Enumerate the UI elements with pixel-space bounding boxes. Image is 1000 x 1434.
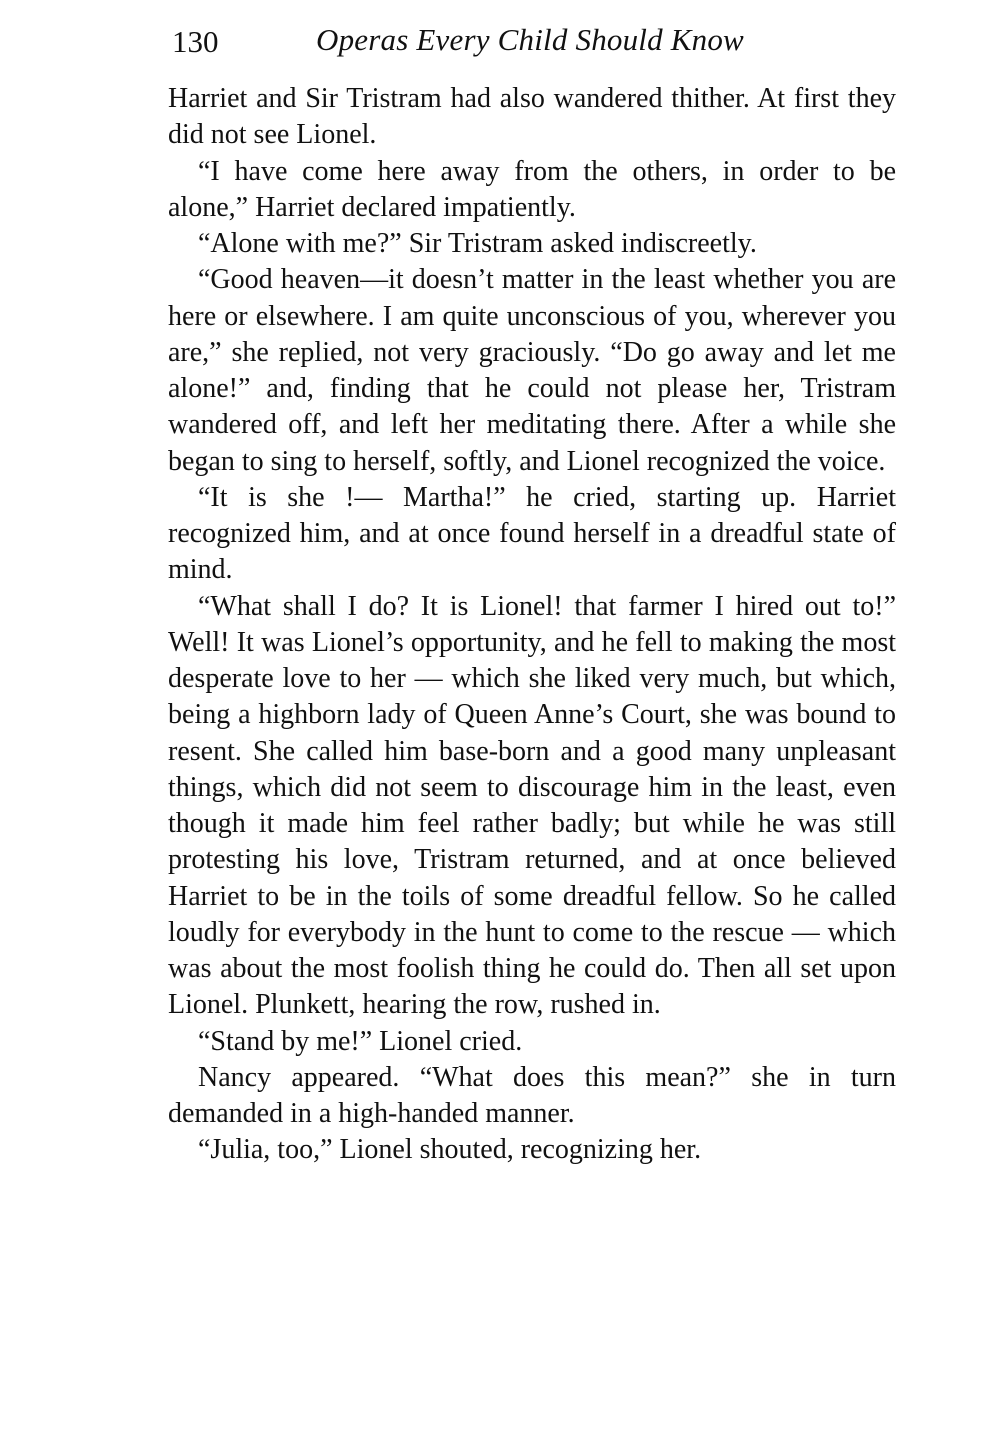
paragraph: Harriet and Sir Tristram had also wandered thither. At first they did not see Lionel. [168, 83, 896, 151]
paragraph: Nancy appeared. “What does this mean?” she in turn demanded in a high-handed manner. [168, 1061, 896, 1129]
paragraph: “It is she !— Martha!” he cried, starting up. Harriet recognized him, and at once found herself in a dreadful state of mind. [168, 481, 896, 586]
paragraph: “Alone with me?” Sir Tristram asked indiscreetly. [198, 228, 757, 259]
paragraph: “I have come here away from the others, in order to be alone,” Harriet declared impatiently. [168, 155, 896, 223]
running-head [168, 18, 896, 64]
paragraph: “What shall I do? It is Lionel! that farmer I hired out to!” Well! It was Lionel’s opportunity, and he fell to making the most desperate love to her — which she liked very much, but which, being a highborn lady of Queen Anne’s Court, she was bound to resent. She called him base-born and a good many unpleasant things, which did not seem to discourage him in the least, even though it made him feel rather badly; but while he was still protesting his love, Tristram returned, and at once believed Harriet to be in the toils of some dreadful fellow. So he called loudly for everybody in the hunt to come to the rescue — which was about the most foolish thing he could do. Then all set upon Lionel. Plunkett, hearing the row, rushed in. [168, 590, 896, 1021]
paragraph: “Stand by me!” Lionel cried. [198, 1025, 523, 1057]
paragraph: “Good heaven—it doesn’t matter in the least whether you are here or elsewhere. I am quite unconscious of you, wherever you are,” she replied, not very graciously. “Do go away and let me alone!” and, finding that he could not please her, Tristram wandered off, and left her meditating there. After a while she began to sing to herself, softly, and Lionel recognized the voice. [168, 264, 896, 477]
page-number: 130 [172, 24, 219, 59]
body-text [168, 81, 896, 1169]
running-title: Operas Every Child Should Know [316, 22, 744, 57]
paragraph: “Julia, too,” Lionel shouted, recognizing her. [198, 1134, 702, 1166]
